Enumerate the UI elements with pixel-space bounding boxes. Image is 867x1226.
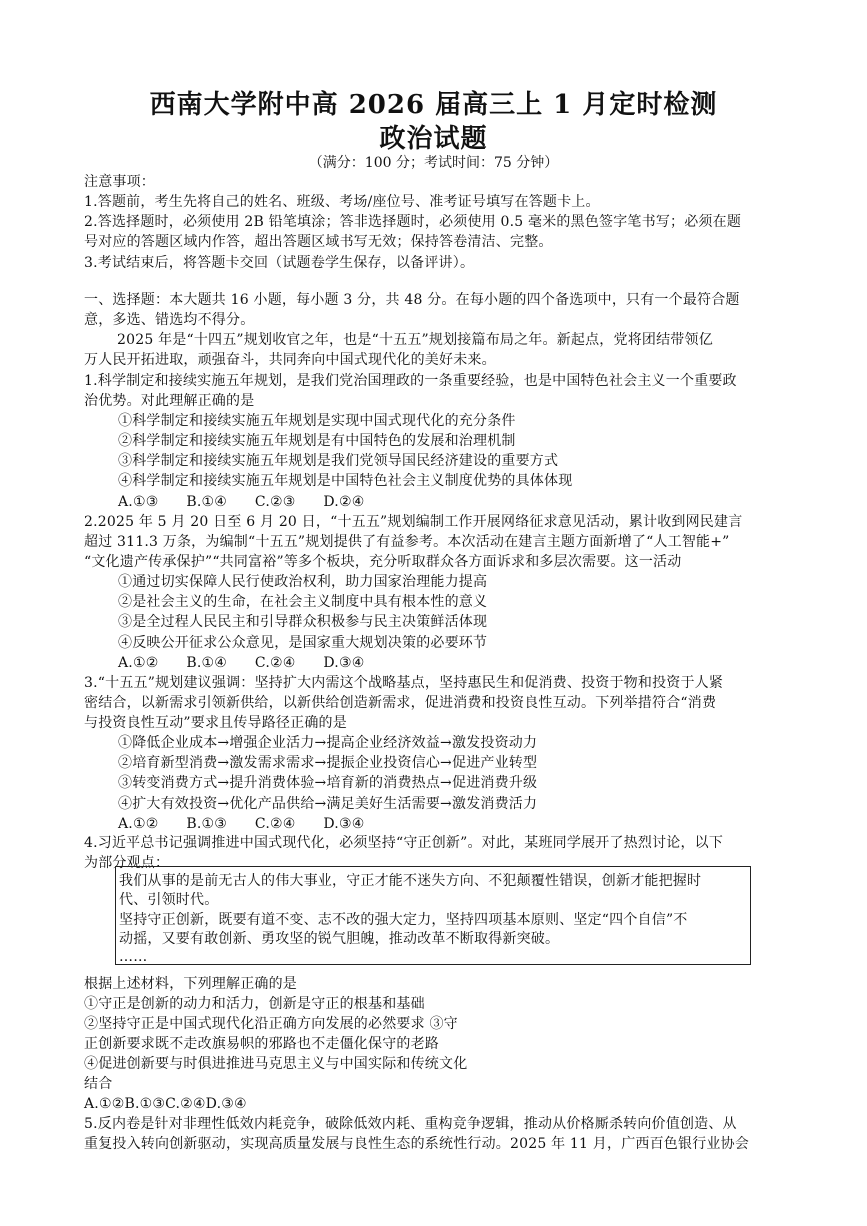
question-stem: 为部分观点： [84,855,170,871]
exam-title: 西南大学附中高 2026 届高三上 1 月定时检测 [149,90,718,120]
question-option: ③转变消费方式→提升消费体验→培育新的消费热点→促进消费升级 [118,775,538,791]
question-stem: 4.习近平总书记强调推进中国式现代化，必须坚持“守正创新”。对此，某班同学展开了热烈讨论，以下 [84,835,724,851]
question-option: ④科学制定和接续实施五年规划是中国特色社会主义制度优势的具体体现 [118,473,573,489]
note-item: 2.答选择题时，必须使用 2B 铅笔填涂；答非选择题时，必须使用 0.5 毫米的黑色签字笔书写；必须在题 [84,214,742,230]
question-option: ①降低企业成本→增强企业活力→提高企业经济效益→激发投资动力 [118,735,538,751]
answer-choices: A.①② B.①③ C.②④ D.③④ [118,816,365,832]
subject-title: 政治试题 [379,124,488,154]
note-item: 1.答题前，考生先将自己的姓名、班级、考场/座位号、准考证号填写在答题卡上。 [84,194,600,210]
question-option: ②培育新型消费→激发需求需求→提振企业投资信心→促进产业转型 [118,755,538,771]
question-option: ①科学制定和接续实施五年规划是实现中国式现代化的充分条件 [118,413,516,429]
question-option: ①守正是创新的动力和活力，创新是守正的根基和基础 [84,996,425,1012]
answer-choices: A.①③ B.①④ C.②③ D.②④ [118,494,365,510]
note-item: 号对应的答题区域内作答，超出答题区域书写无效；保持答卷清洁、完整。 [84,234,553,250]
section-intro: 一、选择题：本大题共 16 小题，每小题 3 分，共 48 分。在每小题的四个备选项中，只有一个最符合题 [84,292,740,308]
section-intro: 意，多选、错选均不得分。 [84,312,255,328]
notes-heading: 注意事项： [84,174,155,190]
question-option: ④扩大有效投资→优化产品供给→满足美好生活需要→激发消费活力 [118,796,538,812]
question-option: ①通过切实保障人民行使政治权利，助力国家治理能力提高 [118,574,488,590]
question-stem: 3.“十五五”规划建议强调：坚持扩大内需这个战略基点，坚持惠民生和促消费、投资于物和投资于人紧 [84,675,724,691]
question-stem: 2.2025 年 5 月 20 日至 6 月 20 日，“十五五”规划编制工作开展网络征求意见活动，累计收到网民建言 [84,514,743,530]
question-option: ④反映公开征求公众意见，是国家重大规划决策的必要环节 [118,635,488,651]
question-stem: 与投资良性互动”要求且传导路径正确的是 [84,715,347,731]
material-line: 代、引领时代。 [119,892,219,908]
question-option: 结合 [84,1076,113,1092]
material-line: 我们从事的是前无古人的伟大事业，守正才能不迷失方向、不犯颠覆性错误，创新才能把握时 [119,873,702,889]
question-stem: 密结合，以新需求引领新供给，以新供给创造新需求，促进消费和投资良性互动。下列举措符合“消费 [84,695,717,711]
question-stem: 重复投入转向创新驱动，实现高质量发展与良性生态的系统性行动。2025 年 11 月，广西百色银行业协会 [84,1136,749,1152]
question-stem: “文化遗产传承保护”“共同富裕”等多个板块，充分听取群众各方面诉求和多层次需要。这一活动 [84,554,682,570]
question-option: ②坚持守正是中国式现代化沿正确方向发展的必然要求 ③守 [84,1016,458,1032]
question-option: ②是社会主义的生命，在社会主义制度中具有根本性的意义 [118,594,488,610]
note-item: 3.考试结束后，将答题卡交回（试题卷学生保存，以备评讲）。 [84,255,475,271]
question-stem: 5.反内卷是针对非理性低效内耗竞争，破除低效内耗、重构竞争逻辑，推动从价格厮杀转向价值创造、从 [84,1116,737,1132]
question-option: ③是全过程人民民主和引导群众积极参与民主决策鲜活体现 [118,614,488,630]
question-stem: 治优势。对此理解正确的是 [84,393,255,409]
question-stem: 超过 311.3 万条，为编制“十五五”规划提供了有益参考。本次活动在建言主题方面新增了“人工智能+” [84,534,730,550]
question-option: ③科学制定和接续实施五年规划是我们党领导国民经济建设的重要方式 [118,453,559,469]
answer-choices: A.①② B.①④ C.②④ D.③④ [118,655,365,671]
question-option: ④促进创新要与时俱进推进马克思主义与中国实际和传统文化 [84,1056,468,1072]
answer-choices: A.①②B.①③C.②④D.③④ [84,1096,247,1112]
passage: 万人民开拓进取，顽强奋斗，共同奔向中国式现代化的美好未来。 [84,352,496,368]
question-option: ②科学制定和接续实施五年规划是有中国特色的发展和治理机制 [118,433,516,449]
material-line: 坚持守正创新，既要有道不变、志不改的强大定力，坚持四项基本原则、坚定“四个自信”不 [119,912,688,928]
question-stem: 1.科学制定和接续实施五年规划，是我们党治国理政的一条重要经验，也是中国特色社会主义一个重要政 [84,373,737,389]
question-prompt: 根据上述材料，下列理解正确的是 [84,976,297,992]
question-option: 正创新要求既不走改旗易帜的邪路也不走僵化保守的老路 [84,1036,439,1052]
score-time-info: （满分：100 分；考试时间：75 分钟） [308,155,559,171]
material-line: …… [119,949,148,965]
passage: 2025 年是“十四五”规划收官之年，也是“十五五”规划接篇布局之年。新起点，党将团结带领亿 [117,332,713,348]
material-line: 动摇，又要有敢创新、勇攻坚的锐气胆魄，推动改革不断取得新突破。 [119,931,560,947]
